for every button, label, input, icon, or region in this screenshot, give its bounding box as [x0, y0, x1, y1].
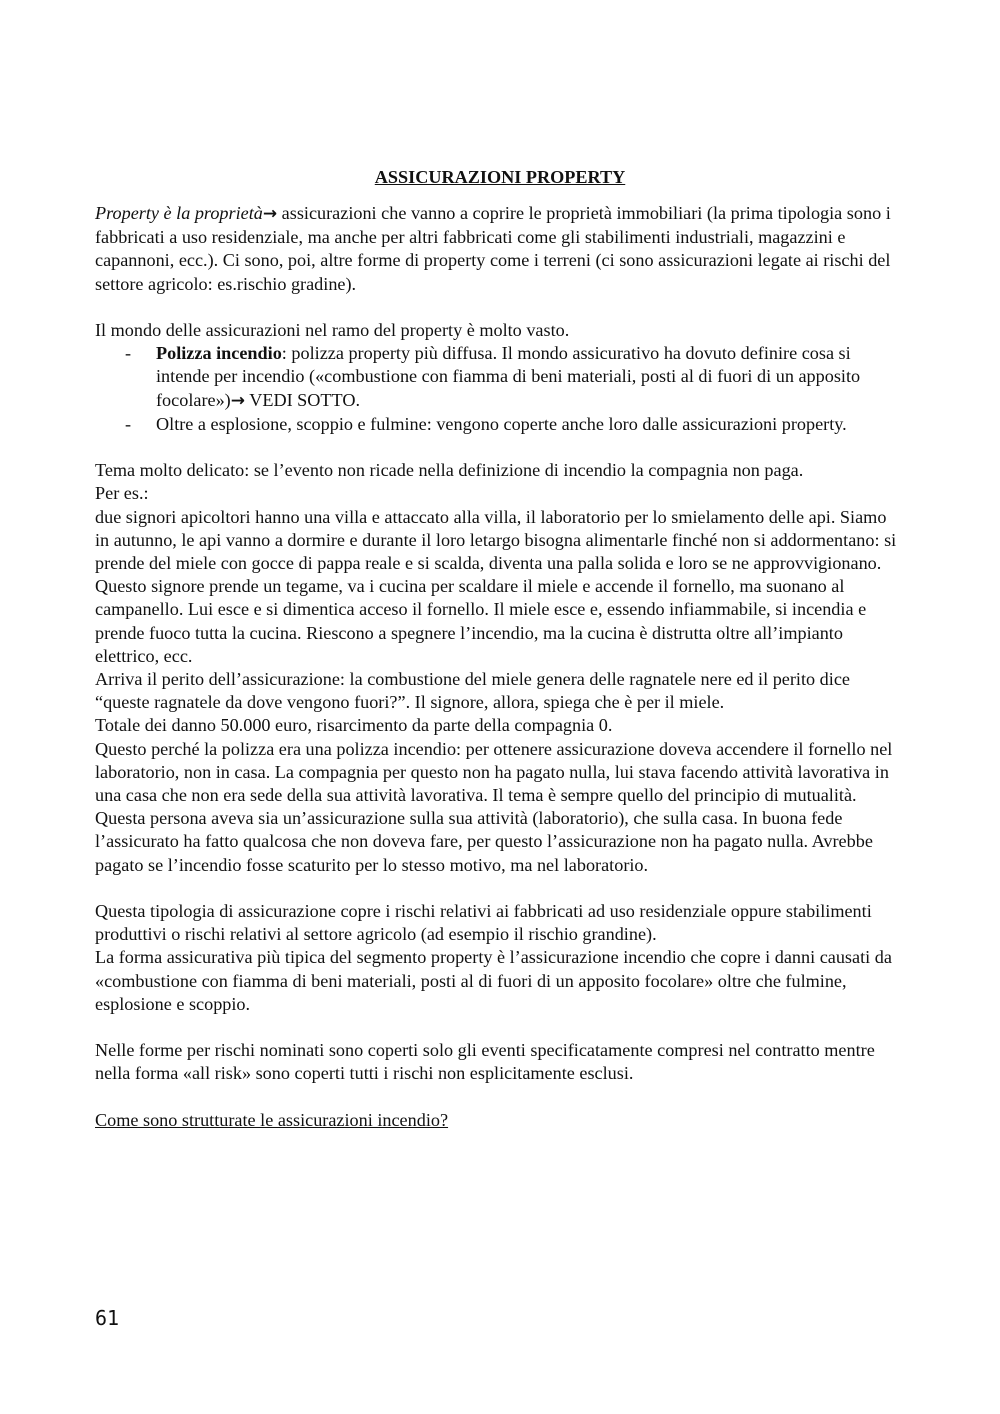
- bullet-dash: -: [125, 343, 132, 364]
- document-page: [95, 165, 905, 1132]
- example-paragraph-6: Questo perché la polizza era una polizza incendio: per ottenere assicurazione doveva accendere il fornello nel laboratorio, non in casa. La compagnia per questo non ha pagato nulla, lui stava facendo attività lavorativa in una casa che non era sede della sua attività lavorativa. Il tema è sempre quello del principio di mutualità.: [95, 738, 893, 806]
- world-intro-paragraph: Il mondo delle assicurazioni nel ramo del property è molto vasto.: [95, 320, 570, 340]
- page-number: 61: [95, 1306, 120, 1330]
- paragraph-gap: [95, 1086, 905, 1109]
- bullet-bold-term: Polizza incendio: [156, 343, 282, 364]
- example-paragraph-1: Tema molto delicato: se l’evento non ricade nella definizione di incendio la compagnia non paga.: [95, 460, 804, 481]
- list-item-esplosione: [95, 413, 905, 436]
- section-question: Come sono strutturate le assicurazioni incendio?: [95, 1109, 449, 1130]
- intro-paragraph: [95, 202, 905, 296]
- arrow-right-icon: →: [230, 390, 245, 411]
- page-title: ASSICURAZIONI PROPERTY: [374, 167, 626, 187]
- example-paragraph-5: Totale dei danno 50.000 euro, risarcimento da parte della compagnia 0.: [95, 715, 613, 736]
- intro-text: assicurazioni che vanno a coprire le proprietà immobiliari (la prima tipologia sono i fabbricati a uso residenziale, ma anche per altri fabbricati come gli stabilimenti industriali, magazzini e capannoni, ecc.). Ci sono, poi, altre forme di property come i terreni (ci sono assicurazioni legate ai rischi del settore agricolo: es.rischio gradine).: [95, 203, 891, 294]
- paragraph-gap: [95, 296, 905, 319]
- typology-paragraph-1: Questa tipologia di assicurazione copre i rischi relativi ai fabbricati ad uso residenziale oppure stabilimenti produttivi o rischi relativi al settore agricolo (ad esempio il rischio grandine).: [95, 901, 872, 945]
- typology-paragraph-2: La forma assicurativa più tipica del segmento property è l’assicurazione incendio che copre i danni causati da «combustione con fiamma di beni materiali, posti al di fuori di un apposito focolare» oltre che fulmine, esplosione e scoppio.: [95, 947, 892, 1014]
- list-item-polizza-incendio: [95, 342, 905, 413]
- example-paragraph-3: due signori apicoltori hanno una villa e attaccato alla villa, il laboratorio per lo smielamento delle api. Siamo in autunno, le api vanno a dormire e durante il loro letargo bisogna alimentarle finché non si addormentano: si prende del miele con gocce di pappa reale e si scalda, diventa una palla solida e loro se ne approvvigionano. Questo signore prende un tegame, va i cucina per scaldare il miele e accende il fornello, ma suonano al campanello. Lui esce e si dimentica acceso il fornello. Il miele esce e, essendo infiammabile, si incendia e prende fuoco tutta la cucina. Riescono a spegnere l’incendio, ma la cucina è distrutta oltre all’impianto elettrico, ecc.: [95, 506, 897, 666]
- bullet-text: Oltre a esplosione, scoppio e fulmine: vengono coperte anche loro dalle assicurazioni property.: [156, 413, 847, 434]
- bullet-tail: VEDI SOTTO.: [244, 389, 361, 410]
- forms-paragraph: Nelle forme per rischi nominati sono coperti solo gli eventi specificatamente compresi nel contratto mentre nella forma «all risk» sono coperti tutti i rischi non esplicitamente esclusi.: [95, 1040, 875, 1084]
- arrow-right-icon: →: [262, 204, 278, 224]
- bullet-list: [95, 342, 905, 436]
- example-paragraph-2: Per es.:: [95, 483, 149, 504]
- example-paragraph-4: Arriva il perito dell’assicurazione: la combustione del miele genera delle ragnatele nere ed il perito dice “queste ragnatele da dove vengono fuori?”. Il signore, allora, spiega che è per il miele.: [95, 669, 850, 713]
- paragraph-gap: [95, 1016, 905, 1039]
- paragraph-gap: [95, 436, 905, 459]
- bullet-text: : polizza property più diffusa. Il mondo assicurativo ha dovuto definire cosa si intende per incendio («combustione con fiamma di beni materiali, posti al di fuori di un apposito focolare»): [156, 343, 861, 410]
- bullet-dash: -: [125, 413, 132, 434]
- paragraph-gap: [95, 877, 905, 900]
- example-paragraph-7: Questa persona aveva sia un’assicurazione sulla sua attività (laboratorio), che sulla casa. In buona fede l’assicurato ha fatto qualcosa che non doveva fare, per questo l’assicurazione non ha pagato nulla. Avrebbe pagato se l’incendio fosse scaturito per lo stesso motivo, ma nel laboratorio.: [95, 808, 873, 875]
- intro-term: Property è la proprietà: [95, 203, 263, 223]
